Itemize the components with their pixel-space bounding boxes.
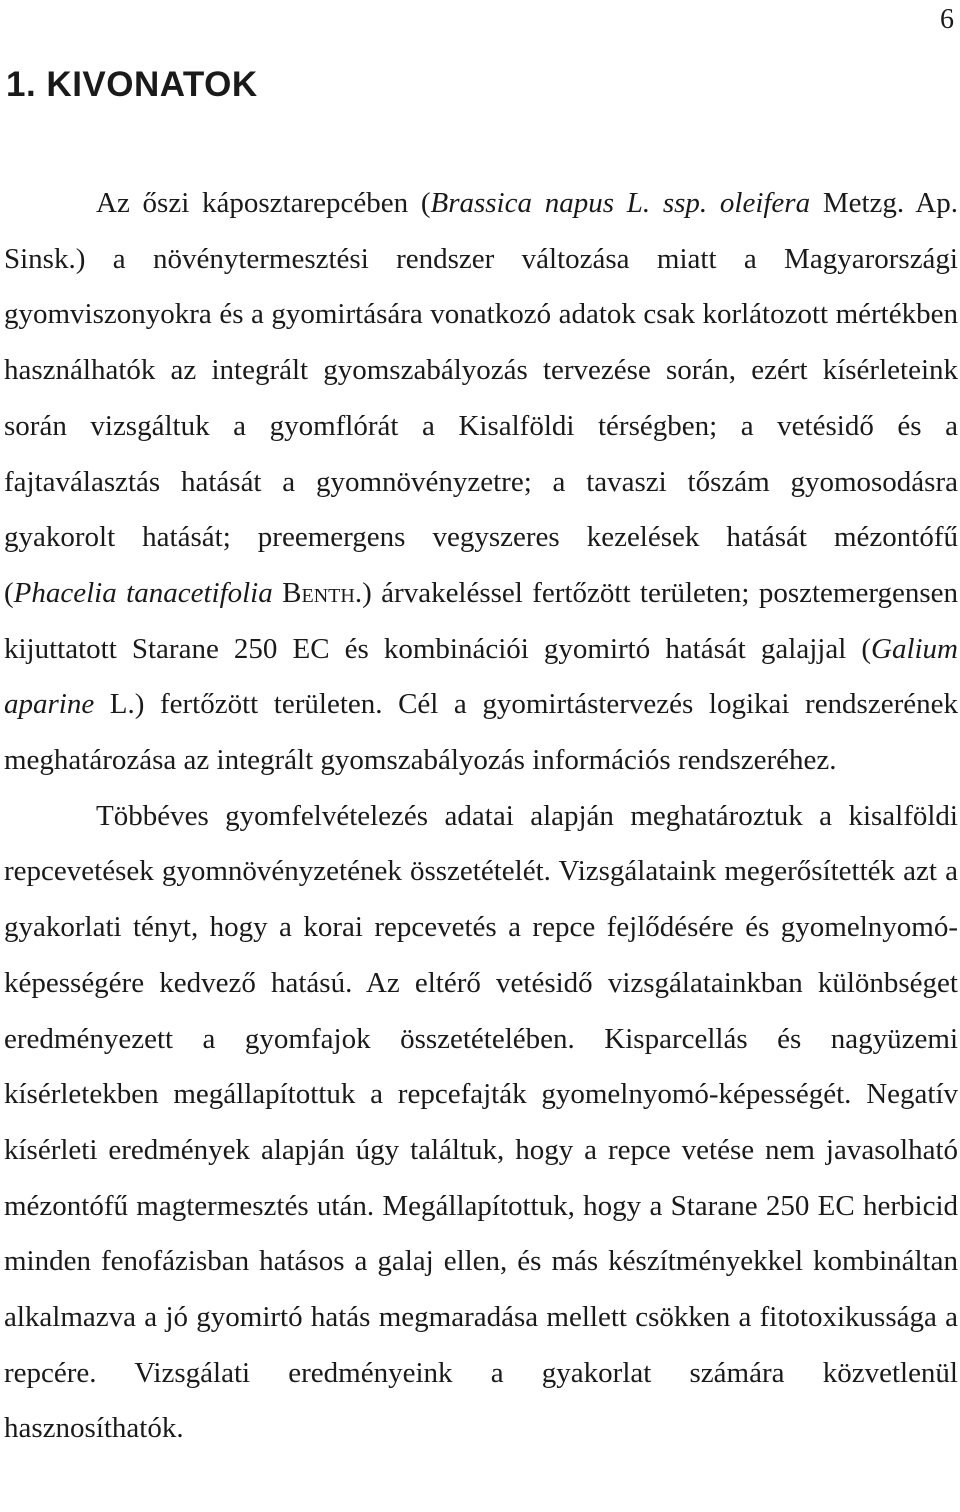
page-number: 6	[940, 4, 954, 35]
text-run: Az őszi káposztarepcében (	[96, 187, 431, 219]
paragraph-abstract-1	[4, 176, 958, 789]
species-name-italic: Galium aparine	[4, 632, 958, 721]
species-name-italic: L. ssp. oleifera	[626, 187, 811, 219]
text-run: L.) fertőzött területen. Cél a gyomirtástervezés logikai rendszerének meghatározása az integrált gyomszabályozás információs rendszeréhez.	[4, 688, 958, 777]
text-run	[614, 187, 627, 219]
author-smallcaps: Benth.	[282, 576, 363, 609]
text-run: ) árvakeléssel fertőzött területen; posztemergensen kijuttatott Starane 250 EC és kombinációi gyomirtó hatását galajjal (	[4, 576, 959, 665]
text-run	[273, 577, 282, 609]
species-name-italic: Phacelia tanacetifolia	[13, 576, 273, 609]
text-run: Többéves gyomfelvételezés adatai alapján meghatároztuk a kisalföldi repcevetések gyomnövényzetének összetételét. Vizsgálataink megerősítették azt a gyakorlati tényt, hogy a korai repcevetés a repce fejlődésére és gyomelnyomó-képességére kedvező hatású. Az eltérő vetésidő vizsgálatainkban különbséget eredményezett a gyomfajok összetételében. Kisparcellás és nagyüzemi kísérletekben megállapítottuk a repcefajták gyomelnyomó-képességét. Negatív kísérleti eredmények alapján úgy találtuk, hogy a repce vetése nem javasolható mézontófű magtermesztés után. Megállapítottuk, hogy a Starane 250 EC herbicid minden fenofázisban hatásos a galaj ellen, és más készítményekkel kombináltan alkalmazva a jó gyomirtó hatás megmaradása mellett csökken a fitotoxikussága a repcére. Vizsgálati eredményeink a gyakorlat számára közvetlenül hasznosíthatók.	[4, 799, 958, 1445]
species-name-italic: Brassica napus	[430, 187, 614, 219]
paragraph-abstract-2	[4, 789, 958, 1457]
text-run: Metzg. Ap. Sinsk.) a növénytermesztési rendszer változása miatt a Magyarországi gyomviszonyokra és a gyomirtására vonatkozó adatok csak korlátozott mértékben használhatók az integrált gyomszabályozás tervezése során, ezért kísérleteink során vizsgáltuk a gyomflórát a Kisalföldi térségben; a vetésidő és a fajtaválasztás hatását a gyomnövényzetre; a tavaszi tőszám gyomosodásra gyakorolt hatását; preemergens vegyszeres kezelések hatását mézontófű (	[4, 187, 958, 609]
section-heading: 1. KIVONATOK	[6, 65, 258, 104]
body-text	[4, 176, 958, 1457]
